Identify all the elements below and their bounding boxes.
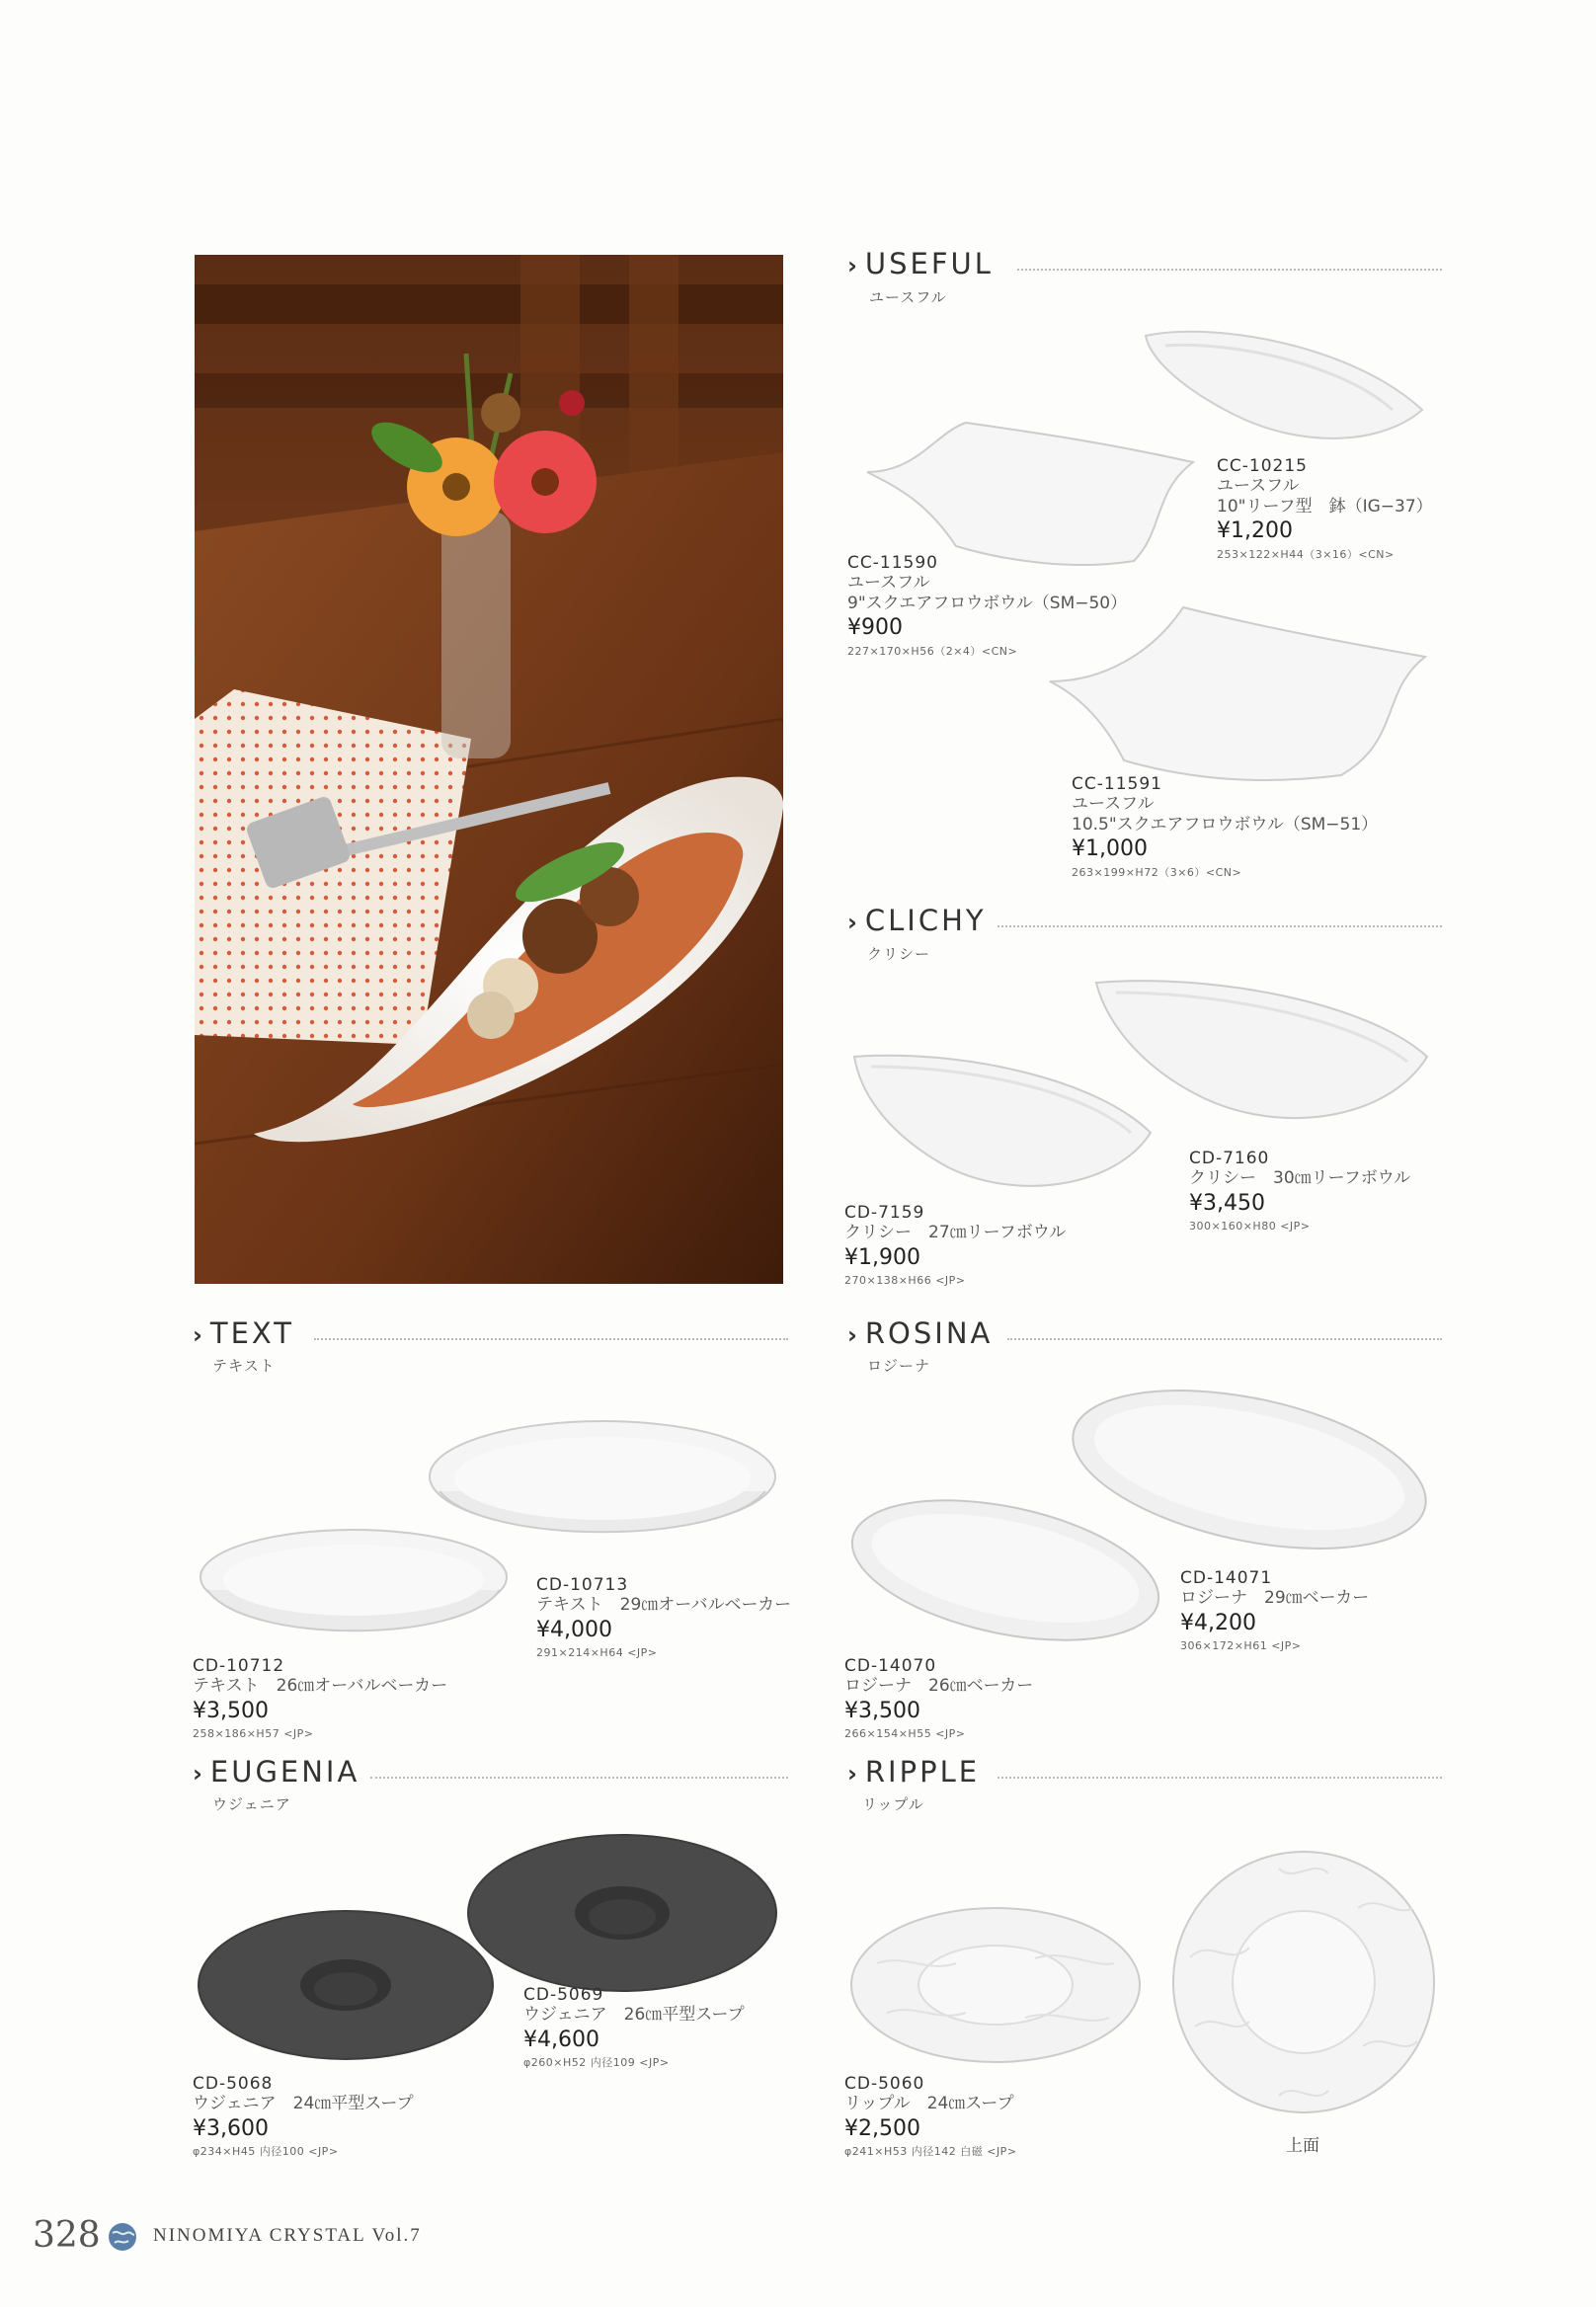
product-name-detail: 9"スクエアフロウボウル（SM−50）	[847, 593, 1128, 613]
product-code: CD-14070	[844, 1656, 937, 1676]
divider	[1017, 269, 1442, 271]
product-spec: φ234×H45 内径100 <JP>	[193, 2145, 339, 2159]
product-price: ¥900	[847, 615, 903, 641]
product-spec: 266×154×H55 <JP>	[844, 1727, 966, 1741]
divider	[998, 1777, 1442, 1779]
divider	[314, 1338, 788, 1340]
divider	[370, 1777, 788, 1779]
product-code: CD-10712	[193, 1656, 285, 1676]
product-price: ¥4,600	[523, 2027, 599, 2052]
product-code: CC-10215	[1217, 456, 1308, 476]
product-image-cd-14070	[847, 1491, 1163, 1654]
product-image-cc-11590	[857, 413, 1203, 576]
product-code: CD-14071	[1180, 1568, 1273, 1588]
product-name: ウジェニア 26㎝平型スープ	[523, 2005, 745, 2026]
product-price: ¥4,000	[536, 1617, 612, 1642]
product-cd-10712	[193, 1656, 447, 1740]
product-code: CD-7159	[844, 1203, 925, 1223]
product-code: CD-5068	[193, 2074, 274, 2094]
product-name: ユースフル	[1217, 476, 1300, 497]
product-cd-14070	[844, 1656, 1033, 1740]
product-name: ウジェニア 24㎝平型スープ	[193, 2094, 414, 2114]
product-spec: 263×199×H72（3×6）<CN>	[1072, 865, 1242, 879]
chevron-right-icon: ›	[847, 252, 857, 279]
product-spec: 291×214×H64 <JP>	[536, 1646, 658, 1660]
brand-name: NINOMIYA CRYSTAL Vol.7	[153, 2225, 422, 2246]
section-subtitle-useful: ユースフル	[869, 289, 947, 306]
product-spec: 253×122×H44（3×16）<CN>	[1217, 547, 1395, 561]
product-cc-10215	[1217, 456, 1433, 561]
product-image-cd-10712	[196, 1526, 512, 1659]
section-subtitle-rosina: ロジーナ	[867, 1358, 931, 1375]
product-spec: 270×138×H66 <JP>	[844, 1274, 966, 1288]
product-image-cc-11591	[1045, 602, 1430, 790]
product-code: CD-5069	[523, 1985, 604, 2005]
product-name: ユースフル	[1072, 794, 1155, 815]
product-name: リップル 24㎝スープ	[844, 2094, 1014, 2114]
product-name: クリシー 27㎝リーフボウル	[844, 1223, 1067, 1243]
product-image-cd-5060	[847, 1904, 1144, 2067]
product-price: ¥3,500	[844, 1698, 920, 1723]
product-price: ¥1,000	[1072, 836, 1148, 862]
section-title-useful: › USEFUL	[847, 247, 994, 280]
product-cd-14071	[1180, 1568, 1369, 1652]
product-spec: φ260×H52 内径109 <JP>	[523, 2056, 670, 2070]
product-spec: φ241×H53 内径142 白磁 <JP>	[844, 2145, 1017, 2159]
product-name: クリシー 30㎝リーフボウル	[1189, 1168, 1411, 1189]
product-price: ¥1,900	[844, 1244, 920, 1270]
section-subtitle-ripple: リップル	[862, 1796, 924, 1813]
section-title-eugenia: › EUGENIA	[193, 1755, 360, 1789]
product-code: CD-7160	[1189, 1149, 1270, 1168]
product-price: ¥3,500	[193, 1698, 269, 1723]
section-title-ripple: › RIPPLE	[847, 1755, 981, 1789]
chevron-right-icon: ›	[847, 1760, 857, 1788]
product-code: CC-11590	[847, 553, 938, 573]
product-price: ¥4,200	[1180, 1610, 1256, 1635]
product-image-cd-7159	[849, 1049, 1156, 1202]
top-view-label: 上面	[1286, 2136, 1319, 2156]
section-subtitle-eugenia: ウジェニア	[212, 1796, 291, 1813]
product-cd-5068	[193, 2074, 414, 2158]
chevron-right-icon: ›	[193, 1760, 202, 1788]
product-code: CD-10713	[536, 1575, 629, 1595]
photo-illustration	[195, 255, 783, 1284]
product-name: ユースフル	[847, 573, 930, 594]
chevron-right-icon: ›	[847, 1321, 857, 1349]
product-spec: 306×172×H61 <JP>	[1180, 1639, 1302, 1653]
product-cd-7160	[1189, 1149, 1410, 1233]
globe-icon	[107, 2221, 138, 2253]
product-spec: 300×160×H80 <JP>	[1189, 1220, 1311, 1233]
product-cd-5069	[523, 1985, 745, 2069]
product-price: ¥3,450	[1189, 1190, 1265, 1216]
product-price: ¥1,200	[1217, 518, 1293, 544]
product-cc-11591	[1072, 774, 1378, 879]
section-title-clichy: › CLICHY	[847, 904, 987, 937]
chevron-right-icon: ›	[193, 1321, 202, 1349]
product-spec: 227×170×H56（2×4）<CN>	[847, 644, 1018, 658]
product-image-cd-5069	[464, 1832, 780, 1995]
product-image-cd-5068	[196, 1908, 497, 2064]
product-name-detail: 10"リーフ型 鉢（IG−37）	[1217, 496, 1433, 517]
section-title-rosina: › ROSINA	[847, 1316, 994, 1350]
product-cd-5060	[844, 2074, 1017, 2158]
lifestyle-photo	[195, 255, 783, 1284]
product-price: ¥3,600	[193, 2115, 269, 2141]
product-cd-7159	[844, 1203, 1066, 1287]
product-code: CC-11591	[1072, 774, 1162, 794]
product-name: テキスト 29㎝オーバルベーカー	[536, 1595, 792, 1616]
product-name: テキスト 26㎝オーバルベーカー	[193, 1676, 448, 1697]
divider	[998, 925, 1442, 927]
product-price: ¥2,500	[844, 2115, 920, 2141]
product-spec: 258×186×H57 <JP>	[193, 1727, 314, 1741]
product-name: ロジーナ 29㎝ベーカー	[1180, 1588, 1370, 1609]
product-name-detail: 10.5"スクエアフロウボウル（SM−51）	[1072, 814, 1379, 835]
section-title-text: › TEXT	[193, 1316, 294, 1350]
product-cd-10713	[536, 1575, 791, 1659]
divider	[1007, 1338, 1442, 1340]
product-code: CD-5060	[844, 2074, 925, 2094]
chevron-right-icon: ›	[847, 909, 857, 936]
product-name: ロジーナ 26㎝ベーカー	[844, 1676, 1034, 1697]
product-image-cd-5060-top	[1170, 1849, 1437, 2115]
page-number: 328	[33, 2215, 101, 2256]
section-subtitle-text: テキスト	[212, 1358, 276, 1375]
section-subtitle-clichy: クリシー	[867, 946, 931, 963]
